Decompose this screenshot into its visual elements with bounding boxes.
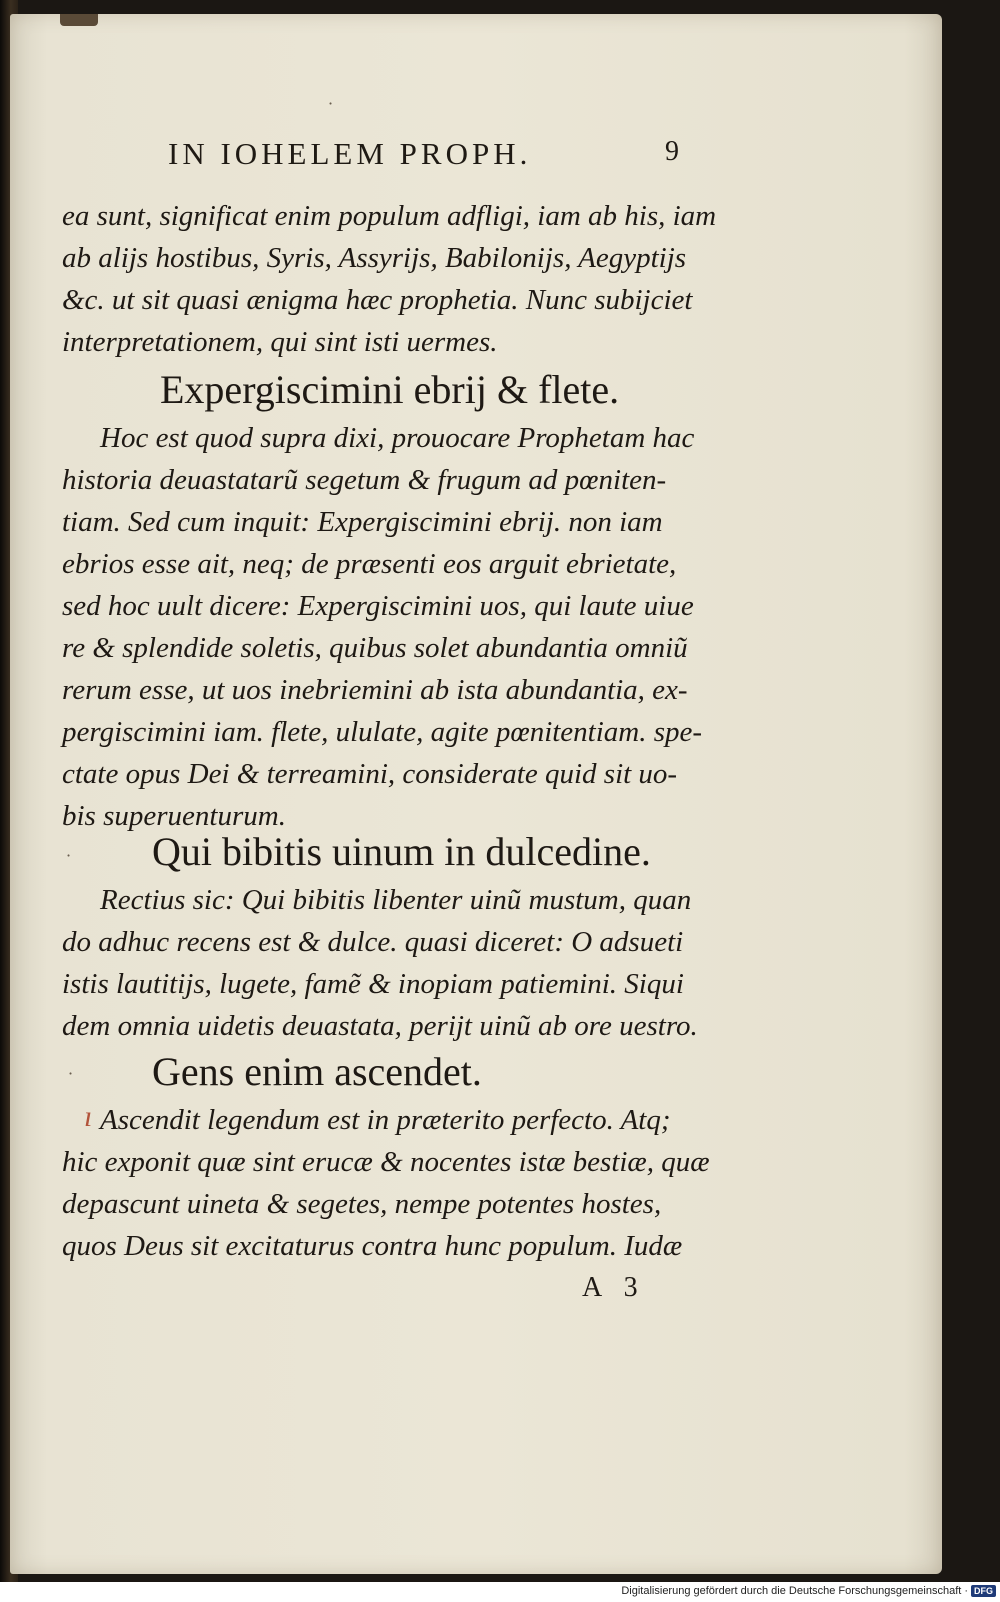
page-tab-mark — [60, 14, 98, 26]
text-line: pergiscimini iam. flete, ululate, agite pœnitentiam. spe- — [62, 716, 703, 748]
text-line: depascunt uineta & segetes, nempe potentes hostes, — [62, 1188, 662, 1220]
text-line: historia deuastatarũ segetum & frugum ad pœniten- — [62, 464, 667, 496]
text-line: quos Deus sit excitaturus contra hunc populum. Iudæ — [62, 1230, 683, 1262]
text-line: Rectius sic: Qui bibitis libenter uinũ mustum, quan — [100, 884, 692, 916]
ink-speck: · — [328, 94, 334, 113]
running-head-title: IN IOHELEM PROPH. — [168, 136, 532, 171]
text-line: interpretationem, qui sint isti uermes. — [62, 326, 498, 358]
text-line: re & splendide soletis, quibus solet abundantia omniũ — [62, 632, 688, 664]
ink-speck: · — [68, 1064, 74, 1083]
credit-separator: · — [964, 1585, 968, 1597]
text-line: do adhuc recens est & dulce. quasi diceret: O adsueti — [62, 926, 684, 958]
lemma-heading: Expergiscimini ebrij & flete. — [160, 367, 620, 412]
text-line: istis lautitijs, lugete, famẽ & inopiam patiemini. Siqui — [62, 968, 684, 1000]
digitization-credit — [621, 1585, 996, 1597]
text-line: ctate opus Dei & terreamini, considerate quid sit uo- — [62, 758, 678, 790]
text-line: &c. ut sit quasi ænigma hæc prophetia. Nunc subijciet — [62, 284, 693, 316]
text-line: rerum esse, ut uos inebriemini ab ista abundantia, ex- — [62, 674, 688, 706]
lemma-heading: Gens enim ascendet. — [152, 1049, 482, 1094]
folio-number: 9 — [665, 136, 679, 167]
text-line: hic exponit quæ sint erucæ & nocentes istæ bestiæ, quæ — [62, 1146, 710, 1178]
lemma-heading: Qui bibitis uinum in dulcedine. — [152, 829, 651, 874]
text-line: sed hoc uult dicere: Expergiscimini uos, qui laute uiue — [62, 590, 694, 622]
text-line: ea sunt, significat enim populum adfligi, iam ab his, iam — [62, 200, 717, 232]
ink-speck: · — [66, 846, 72, 865]
credit-text: Digitalisierung gefördert durch die Deutsche Forschungsgemeinschaft — [621, 1585, 962, 1597]
text-line: ab alijs hostibus, Syris, Assyrijs, Babilonijs, Aegyptijs — [62, 242, 687, 274]
text-line: Hoc est quod supra dixi, prouocare Prophetam hac — [100, 422, 695, 454]
signature-mark: A 3 — [582, 1272, 646, 1303]
text-line: dem omnia uidetis deuastata, perijt uinũ ab ore uestro. — [62, 1010, 698, 1042]
dfg-logo: DFG — [971, 1585, 996, 1597]
text-line: tiam. Sed cum inquit: Expergiscimini ebrij. non iam — [62, 506, 663, 538]
text-line: Ascendit legendum est in præterito perfecto. Atq; — [100, 1104, 671, 1136]
text-line: ebrios esse ait, neq; de præsenti eos arguit ebrietate, — [62, 548, 677, 580]
red-annotation-mark: ı — [84, 1100, 93, 1133]
text-line: bis superuenturum. — [62, 800, 286, 832]
